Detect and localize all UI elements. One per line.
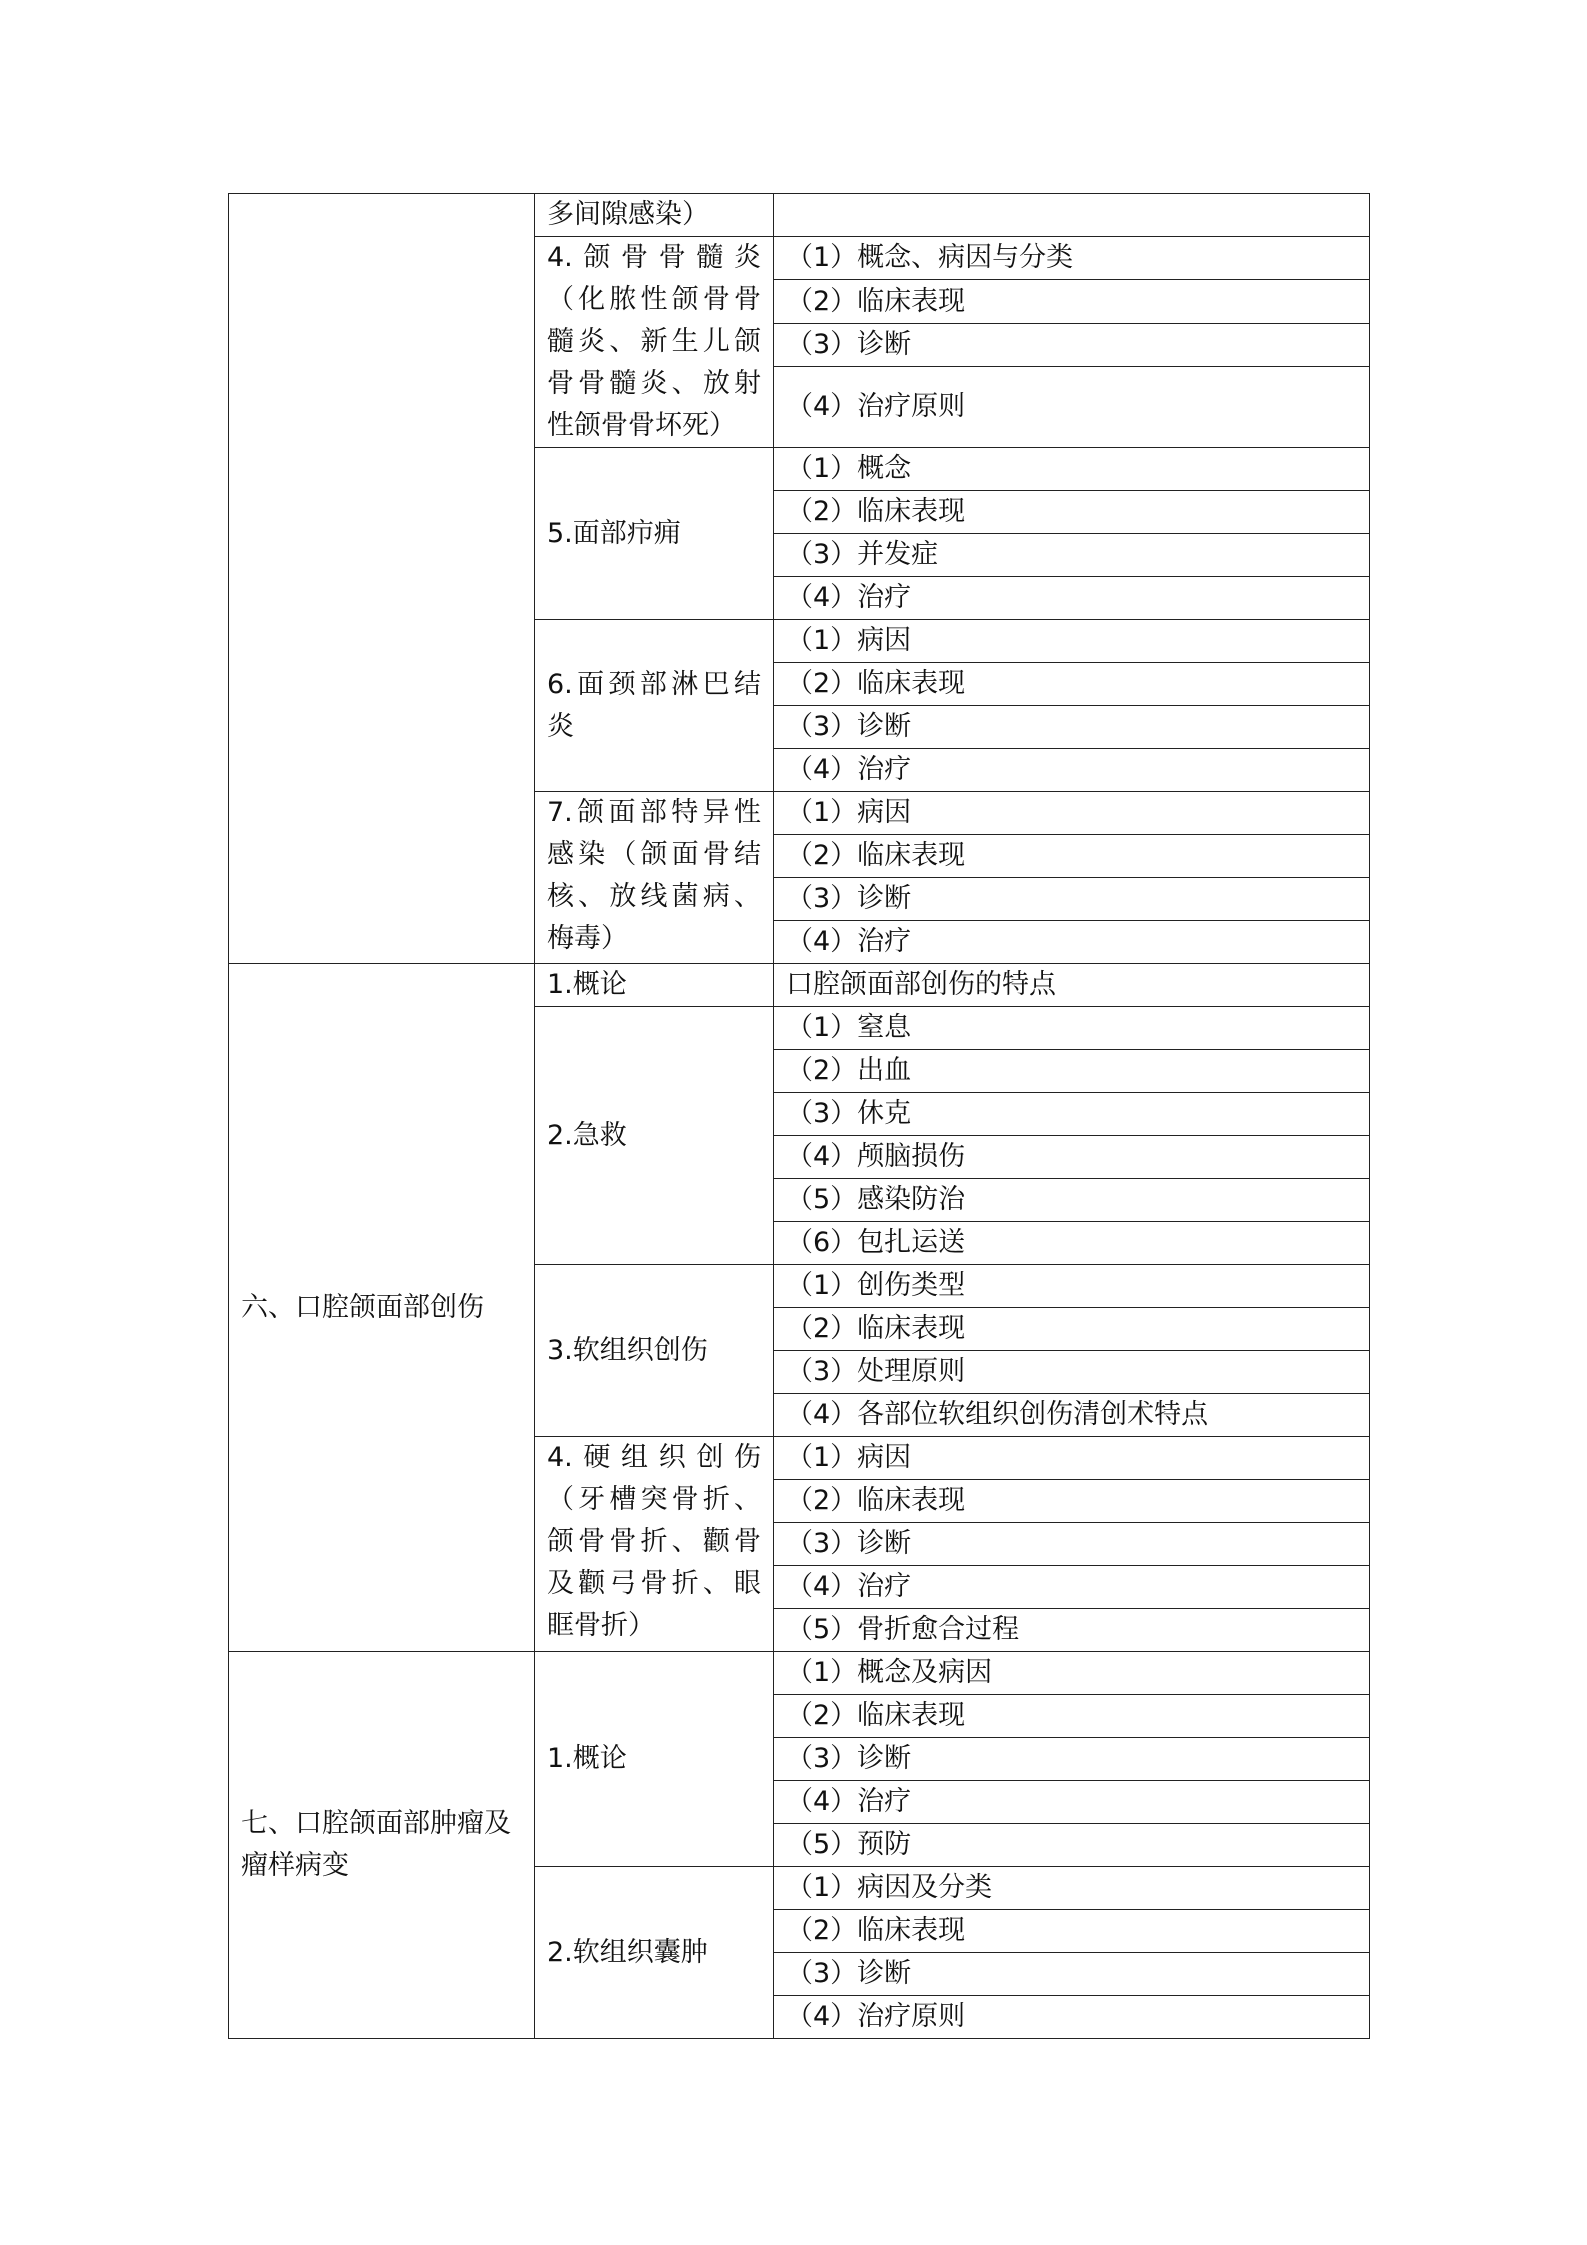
item-cell: （3）处理原则	[774, 1351, 1370, 1394]
item-cell: （4）治疗原则	[774, 367, 1370, 448]
item-cell: （4）各部位软组织创伤清创术特点	[774, 1394, 1370, 1437]
item-cell: （1）概念及病因	[774, 1652, 1370, 1695]
item-cell: （1）病因及分类	[774, 1867, 1370, 1910]
item-cell: （2）出血	[774, 1050, 1370, 1093]
item-cell: （5）骨折愈合过程	[774, 1609, 1370, 1652]
topic-cell: 1.概论	[535, 964, 774, 1007]
item-cell: （3）诊断	[774, 1523, 1370, 1566]
item-cell: （4）治疗原则	[774, 1996, 1370, 2039]
table-row	[229, 194, 1370, 237]
unit-cell: 六、口腔颌面部创伤	[229, 964, 535, 1652]
item-cell: （5）预防	[774, 1824, 1370, 1867]
topic-cell: 4.颌骨骨髓炎（化脓性颌骨骨髓炎、新生儿颌骨骨髓炎、放射性颌骨骨坏死）	[535, 237, 774, 448]
item-cell: （2）临床表现	[774, 1910, 1370, 1953]
item-cell: （4）治疗	[774, 577, 1370, 620]
table-row	[229, 1652, 1370, 1695]
item-cell: （4）治疗	[774, 749, 1370, 792]
topic-cell: 多间隙感染）	[535, 194, 774, 237]
topic-cell: 5.面部疖痈	[535, 448, 774, 620]
item-cell: （1）病因	[774, 1437, 1370, 1480]
topic-cell: 3.软组织创伤	[535, 1265, 774, 1437]
item-cell: （4）治疗	[774, 1566, 1370, 1609]
topic-cell: 2.软组织囊肿	[535, 1867, 774, 2039]
topic-cell: 6.面颈部淋巴结炎	[535, 620, 774, 792]
item-cell: （2）临床表现	[774, 491, 1370, 534]
item-cell: （3）诊断	[774, 1738, 1370, 1781]
item-cell: （2）临床表现	[774, 1480, 1370, 1523]
item-cell: （1）病因	[774, 792, 1370, 835]
topic-cell: 1.概论	[535, 1652, 774, 1867]
unit-cell-continued	[229, 194, 535, 964]
item-cell: （5）感染防治	[774, 1179, 1370, 1222]
item-cell: （2）临床表现	[774, 1695, 1370, 1738]
topic-cell: 2.急救	[535, 1007, 774, 1265]
item-cell: （4）颅脑损伤	[774, 1136, 1370, 1179]
item-cell: （3）并发症	[774, 534, 1370, 577]
item-cell: （1）创伤类型	[774, 1265, 1370, 1308]
item-cell: （1）概念、病因与分类	[774, 237, 1370, 280]
syllabus-table	[228, 193, 1370, 2039]
item-cell-empty	[774, 194, 1370, 237]
item-cell: （3）诊断	[774, 323, 1370, 366]
table-row	[229, 964, 1370, 1007]
item-cell: （4）治疗	[774, 1781, 1370, 1824]
topic-cell: 7.颌面部特异性感染（颌面骨结核、放线菌病、梅毒）	[535, 792, 774, 964]
item-cell: （3）休克	[774, 1093, 1370, 1136]
item-cell: 口腔颌面部创伤的特点	[774, 964, 1370, 1007]
item-cell: （3）诊断	[774, 878, 1370, 921]
topic-cell: 4.硬组织创伤（牙槽突骨折、颌骨骨折、颧骨及颧弓骨折、眼眶骨折）	[535, 1437, 774, 1652]
unit-cell: 七、口腔颌面部肿瘤及瘤样病变	[229, 1652, 535, 2039]
item-cell: （3）诊断	[774, 1953, 1370, 1996]
item-cell: （2）临床表现	[774, 1308, 1370, 1351]
item-cell: （2）临床表现	[774, 663, 1370, 706]
item-cell: （1）概念	[774, 448, 1370, 491]
item-cell: （4）治疗	[774, 921, 1370, 964]
item-cell: （1）病因	[774, 620, 1370, 663]
item-cell: （6）包扎运送	[774, 1222, 1370, 1265]
item-cell: （2）临床表现	[774, 835, 1370, 878]
item-cell: （2）临床表现	[774, 280, 1370, 323]
item-cell: （3）诊断	[774, 706, 1370, 749]
item-cell: （1）窒息	[774, 1007, 1370, 1050]
